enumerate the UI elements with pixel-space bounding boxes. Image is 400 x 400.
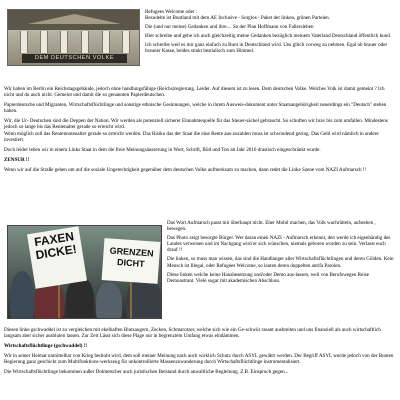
paragraph: Doch leider leben wir in einem Links Staat in dem die freie Meinungsäusserung in Wort, Schrift, Bild und Ton ab Jahr 2016 drastisch eingeschränkt wurde. [4,146,321,153]
sign-stick [130,278,132,318]
intro-line: Besudelte ist Buntland mit dem AE Inclusive - Sorglos - Paket der linken, grünen Parteien. [145,15,330,22]
column [60,31,68,53]
intro-line: Die (und nur meine) Gedanken und ihre.... So der Plan Hoffmann von Fallersleben [145,24,314,31]
person [96,282,122,319]
paragraph: Papierdeutsche und Migranten, Wirtschaftsflüchtlinge und sonstige ethnische Gesinnungen, welche in ihrem Ausweis-dokument unter Staatsangehörigkeit neuerdings ein "Deutsch" stehen haben. [4,102,387,115]
intro-line: Ich schreibe weil es mir ganz einfach zu Bunt in Deutschland wird. Uns glitch vorweg zu nehmen. Egal ob brauer oder brauner Kasse, beides stinkt bestialisch zum Himmel. [145,42,388,55]
column [40,31,48,53]
column [122,31,130,53]
paragraph: Wenn möglich soll das Rentennotenalter gerade so erreicht werden. Das Risiko das der Staat die eine Rente aus-zuzahlen muss ist schwindend gering. Das Geld wird nämlich in andere investiert. [4,130,379,143]
section-heading: Wirtschaftsflüchtlinge (gschwaddel) !! [4,343,88,350]
column [81,31,89,53]
reichstag-inscription: DEM DEUTSCHEN VOLKE [22,54,127,63]
section-heading: ZENSUR !! [4,156,30,163]
column [102,31,110,53]
intro-section [145,9,393,58]
lower-section [4,327,395,380]
paragraph: Die linken, so muss man wissen, das sind die Handlanger aller Wirtschaftsflüchtlingen und deren Gölden. Kein Mensch ist Illegal, oder Refugees Welcome, so lauten deren doppelten antifa Parolen. [167,256,394,269]
paragraph: Wir, die Ur- Deutschen sind die Deppen der Nation. Wir werden als potenziell sicherer Einnahmequelle für das Steuer-säckel gebraucht. So schuften wir brav bis zum umfallen. Mindestens jedoch so lange bis das Rentenalter gerade so erreicht wird. [4,118,388,131]
sign-stick [58,281,60,319]
paragraph: Wir in seiner Heimat unmittelbar von Krieg bedroht wird, dem soll meiner Meinung nach auch wirklich Schutz durch ASYL gewährt werden. Der Begriff ASYL wurde jedoch von der Bunten Regierung ganz geschickt zum Multifunktions-werkzeug für unkontrollierte Massenzuwanderung durch Wirtschaftsflüchtlinge instrumentalisiert. [4,353,394,366]
paragraph: Wir haben im Berlin ein Reichstagsgebäude, jedoch ohne handlungsfähige (Reichs)regierung. Leider. Auf diesem ist zu lesen. Dem deutschen Volke. Welches Volk ist damit gemeint ? Ich nicht und du auch nicht. Gemeint und damit die so genannten Papierdeutschen. [4,86,385,99]
photo-caption-section [167,220,395,287]
paragraph: Das Photo zeigt besorgte Bürger. Wer daran einen NAZI - Aufmarsch erkennt, den werde ich eigenhändig des Landes verweisen und im Nachgang wird er sich wünschen, niemals geboren worden zu sein. Verlasst euch drauf !! [167,235,391,254]
reichstag-image [7,9,140,66]
paragraph: Die Wirtschaftsflüchtlinge bekommen außer Dolmetscher auch juristischen Beistand durch anwaltliche Begleitung. Z.B. Einspruch gegen... [4,369,289,376]
reichstag-pediment [8,10,140,30]
person [10,271,34,319]
paragraph: Diese linken welche keine Hausbesetzung und/oder Demo aus-lassen, weil von Berufswegen Reise Demonstrant. Viele sogar mit akademischen Abschluss. [167,271,369,284]
paragraph: Wenn wir auf die Straße gehen um auf die soziale Ungerechtigkeit gegenüber dem deutschen Volke aufmerksam zu machen, dann redet die Linke Szene vom NAZI Aufmarsch !! [4,166,367,173]
paragraph: Das Wort Aufmarsch passt mir überhaupt nicht. Eher Mobil machen, das Volk wachrütteln, aufstehen , bewegen. [167,220,376,233]
column [20,31,28,53]
protest-sign-right: GRENZEN DICHT [102,238,161,284]
intro-line: Hier schreibe und gebe ich auch gleichzeitig meine Gedanken bezüglich meinem Vaterland Deutschland öffentlich kund. [145,33,392,40]
intro-line: Refugees Welcome oder : [145,9,198,15]
protest-photo [7,225,162,319]
protest-sign-left: FAXEN DICKE! [27,226,87,288]
paragraph: Diesen linke gschwaddel ist zu vergleichen mit ekelhaften Blutsaugern, Zecken, Schmarotzer, welche sich wie ein Ge-schwür rasant ausbreiten und uns finanziell als auch wirtschaftlich langsam aber sicher ausbluten lassen. Zur Zeit Lässt sich diese Plage nur in begrenztem Umfang etwas eindämmen. [4,327,381,340]
body-section [4,86,395,177]
